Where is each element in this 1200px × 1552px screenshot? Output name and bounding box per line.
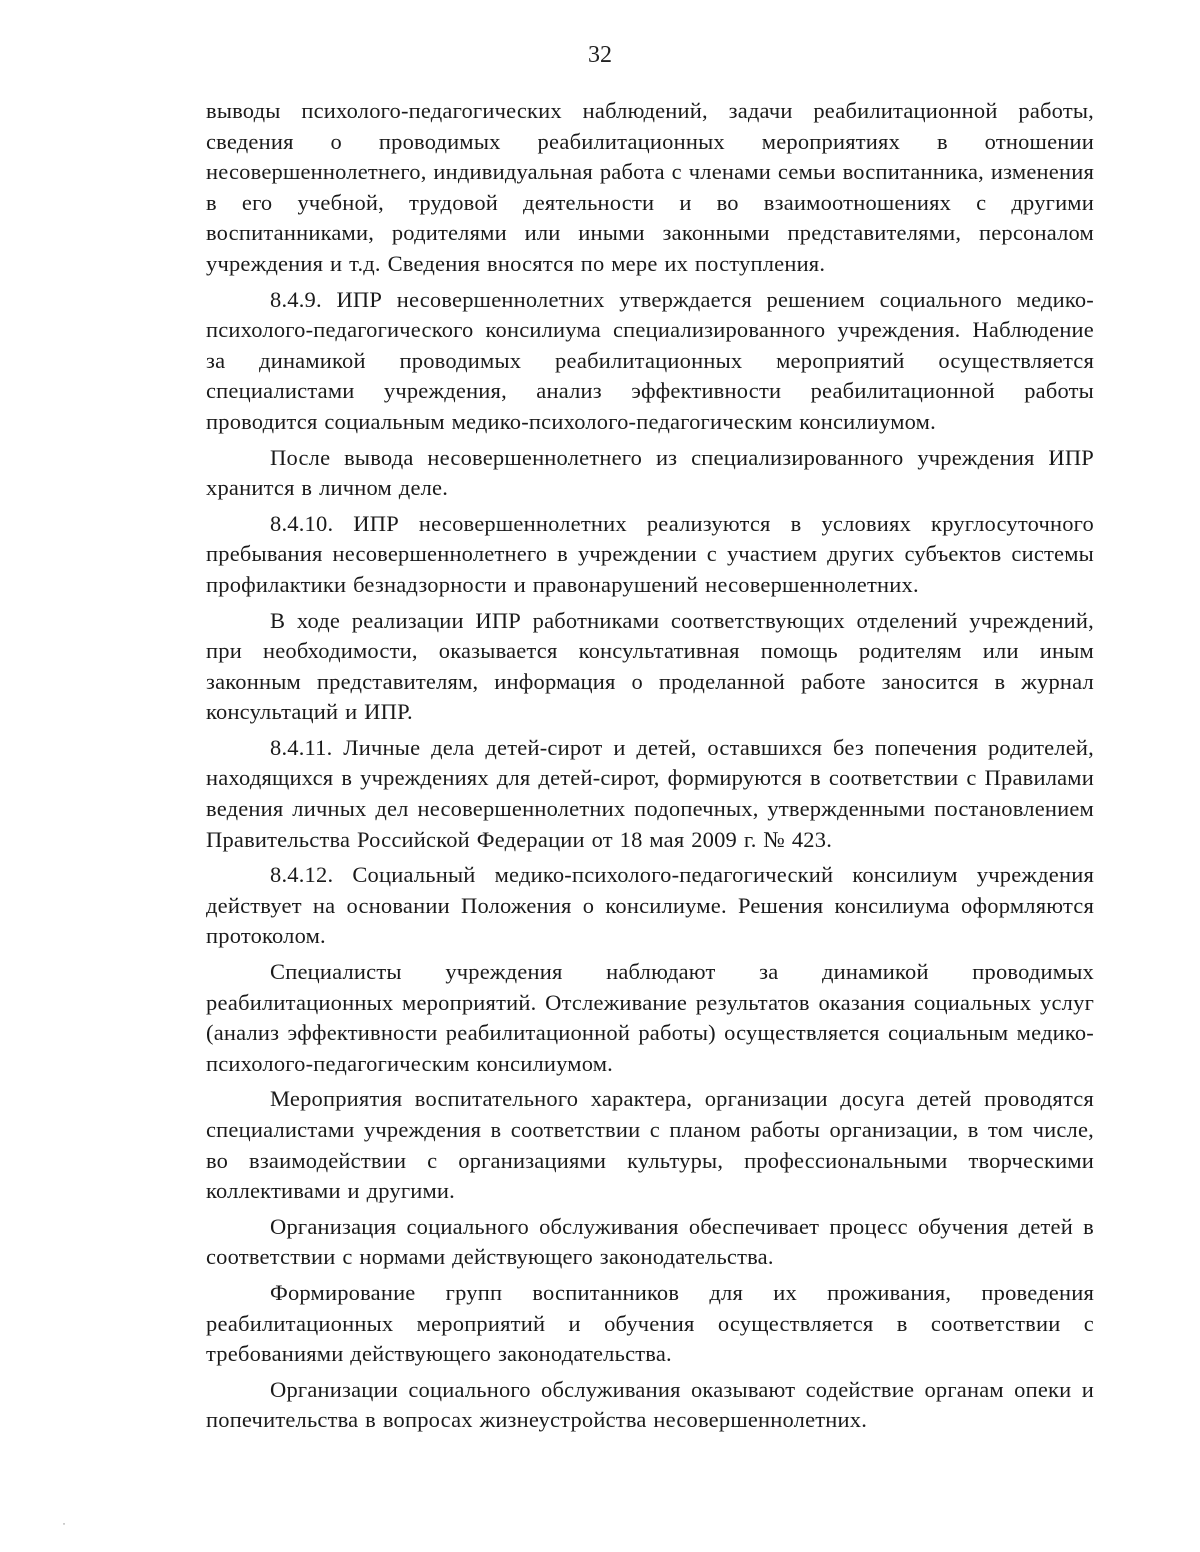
- page-number: 32: [588, 42, 612, 68]
- paragraph-8-4-9: 8.4.9. ИПР несовершеннолетних утверждается решением социального медико-психолого-педагогического консилиума специализированного учреждения. Наблюдение за динамикой проводимых реабилитационных мероприятий осуществляется специалистами учреждения, анализ эффективности реабилитационной работы проводится социальным медико-психолого-педагогическим консилиумом.: [206, 286, 1094, 434]
- paragraph-education-process: Организация социального обслуживания обеспечивает процесс обучения детей в соответствии с нормами действующего законодательства.: [206, 1213, 1094, 1270]
- paragraph-8-4-12: 8.4.12. Социальный медико-психолого-педагогический консилиум учреждения действует на основании Положения о консилиуме. Решения консилиума оформляются протоколом.: [206, 862, 1094, 949]
- scan-artifact: ˙: [62, 1520, 66, 1534]
- paragraph-8-4-10: 8.4.10. ИПР несовершеннолетних реализуются в условиях круглосуточного пребывания несовершеннолетнего в учреждении с участием других субъектов системы профилактики безнадзорности и правонарушений несовершеннолетних.: [206, 510, 1094, 597]
- paragraph-guardianship-assistance: Организации социального обслуживания оказывают содействие органам опеки и попечительства в вопросах жизнеустройства несовершеннолетних.: [206, 1376, 1094, 1433]
- paragraph-educational-events: Мероприятия воспитательного характера, организации досуга детей проводятся специалистами учреждения в соответствии с планом работы организации, в том числе, во взаимодействии с организациями культуры, профессиональными творческими коллективами и другими.: [206, 1086, 1094, 1204]
- paragraph-continuation: выводы психолого-педагогических наблюдений, задачи реабилитационной работы, сведения о проводимых реабилитационных мероприятиях в отношении несовершеннолетнего, индивидуальная работа с членами семьи воспитанника, изменения в его учебной, трудовой деятельности и во взаимоотношениях с другими воспитанниками, родителями или иными законными представителями, персоналом учреждения и т.д. Сведения вносятся по мере их поступления.: [206, 98, 1094, 276]
- paragraph-group-formation: Формирование групп воспитанников для их проживания, проведения реабилитационных мероприятий и обучения осуществляется в соответствии с требованиями действующего законодательства.: [206, 1279, 1094, 1367]
- paragraph-8-4-11: 8.4.11. Личные дела детей-сирот и детей, оставшихся без попечения родителей, находящихся в учреждениях для детей-сирот, формируются в соответствии с Правилами ведения личных дел несовершеннолетних подопечных, утвержденными постановлением Правительства Российской Федерации от 18 мая 2009 г. № 423.: [206, 734, 1094, 852]
- paragraph-ipr-storage: После вывода несовершеннолетнего из специализированного учреждения ИПР хранится в личном деле.: [206, 444, 1094, 501]
- document-body: [206, 96, 1094, 1436]
- paragraph-specialists: Специалисты учреждения наблюдают за динамикой проводимых реабилитационных мероприятий. Отслеживание результатов оказания социальных услуг (анализ эффективности реабилитационной работы) осуществляется социальным медико-психолого-педагогическим консилиумом.: [206, 959, 1094, 1076]
- paragraph-consultative-help: В ходе реализации ИПР работниками соответствующих отделений учреждений, при необходимости, оказывается консультативная помощь родителям или иным законным представителям, информация о проделанной работе заносится в журнал консультаций и ИПР.: [206, 607, 1094, 725]
